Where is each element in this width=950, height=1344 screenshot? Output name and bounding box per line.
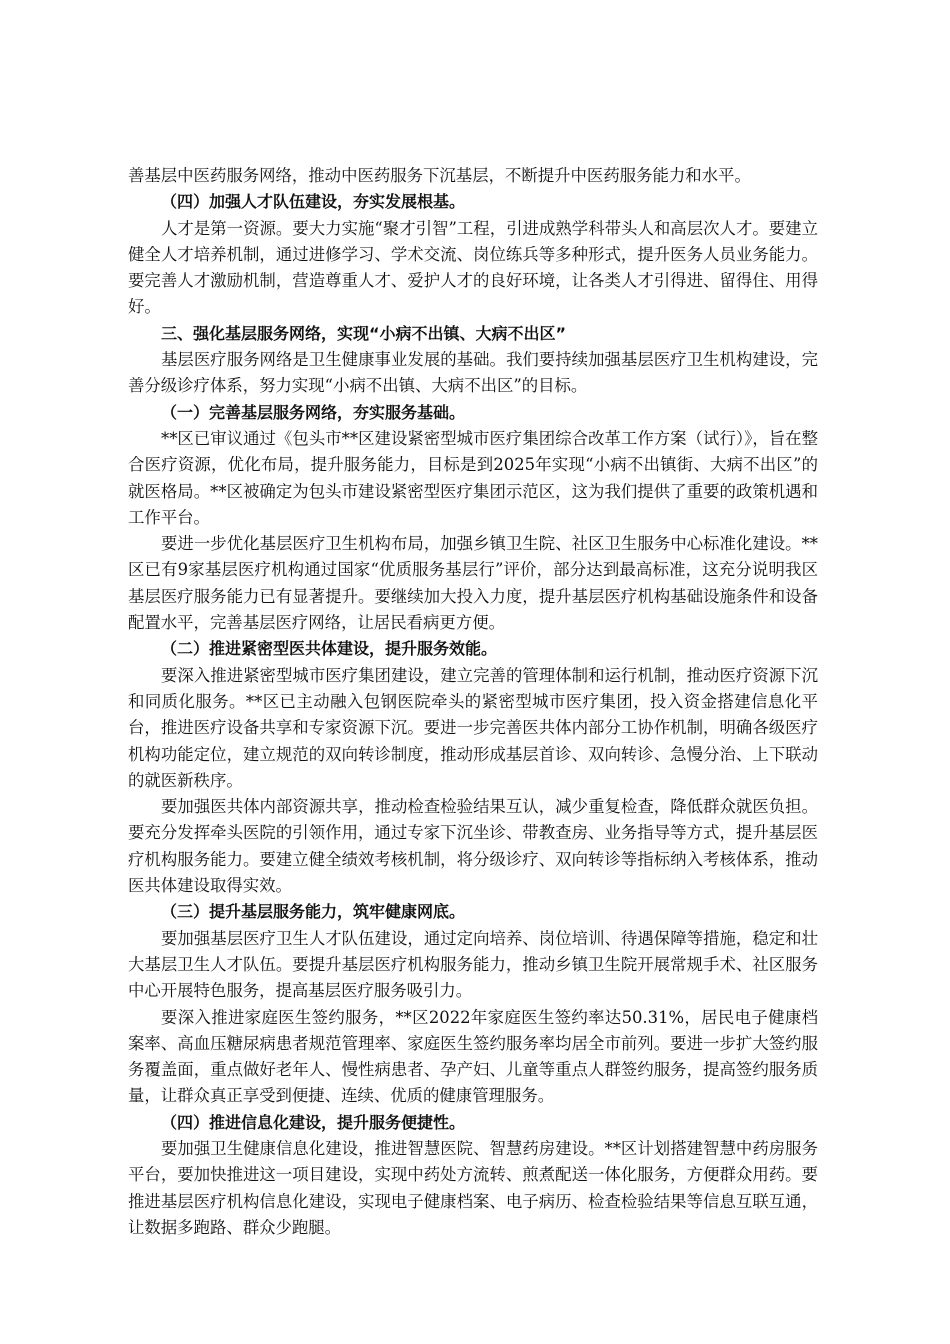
- document-body: [128, 163, 818, 1241]
- paragraph-staff: 要加强基层医疗卫生人才队伍建设，通过定向培养、岗位培训、待遇保障等措施，稳定和壮大基层卫生人才队伍。要提升基层医疗机构服务能力，推动乡镇卫生院开展常规手术、社区服务中心开展特色服务，提高基层医疗服务吸引力。: [128, 928, 818, 1001]
- paragraph-network-intro: 基层医疗服务网络是卫生健康事业发展的基础。我们要持续加强基层医疗卫生机构建设，完善分级诊疗体系，努力实现“小病不出镇、大病不出区”的目标。: [128, 350, 818, 396]
- section-heading-medical-alliance: （二）推进紧密型医共体建设，提升服务效能。: [161, 639, 498, 659]
- section-heading-talent: （四）加强人才队伍建设，夯实发展根基。: [161, 192, 466, 212]
- section-heading-capacity: （三）提升基层服务能力，筑牢健康网底。: [161, 902, 466, 922]
- paragraph-reform-plan: **区已审议通过《包头市**区建设紧密型城市医疗集团综合改革工作方案（试行）》，旨在整合医疗资源，优化布局，提升服务能力，目标是到2025年实现“小病不出镇街、大病不出区”的就医格局。**区被确定为包头市建设紧密型医疗集团示范区，这为我们提供了重要的政策机遇和工作平台。: [128, 428, 818, 527]
- paragraph-medical-group: 要深入推进紧密型城市医疗集团建设，建立完善的管理体制和运行机制，推动医疗资源下沉和同质化服务。**区已主动融入包钢医院牵头的紧密型城市医疗集团，投入资金搭建信息化平台，推进医疗设备共享和专家资源下沉。要进一步完善医共体内部分工协作机制，明确各级医疗机构功能定位，建立规范的双向转诊制度，推动形成基层首诊、双向转诊、急慢分治、上下联动的就医新秩序。: [128, 665, 818, 790]
- paragraph-talent: 人才是第一资源。要大力实施“聚才引智”工程，引进成熟学科带头人和高层次人才。要建立健全人才培养机制，通过进修学习、学术交流、岗位练兵等多种形式，提升医务人员业务能力。要完善人才激励机制，营造尊重人才、爱护人才的良好环境，让各类人才引得进、留得住、用得好。: [128, 218, 818, 317]
- paragraph-layout: 要进一步优化基层医疗卫生机构布局，加强乡镇卫生院、社区卫生服务中心标准化建设。**区已有9家基层医疗机构通过国家“优质服务基层行”评价，部分达到最高标准，这充分说明我区基层医疗服务能力已有显著提升。要继续加大投入力度，提升基层医疗机构基础设施条件和设备配置水平，完善基层医疗网络，让居民看病更方便。: [128, 534, 818, 633]
- paragraph-family-doctor: 要深入推进家庭医生签约服务，**区2022年家庭医生签约率达50.31%，居民电子健康档案率、高血压糖尿病患者规范管理率、家庭医生签约服务率均居全市前列。要进一步扩大签约服务覆盖面，重点做好老年人、慢性病患者、孕产妇、儿童等重点人群签约服务，提高签约服务质量，让群众真正享受到便捷、连续、优质的健康管理服务。: [128, 1007, 818, 1106]
- paragraph-resource-sharing: 要加强医共体内部资源共享，推动检查检验结果互认，减少重复检查，降低群众就医负担。要充分发挥牵头医院的引领作用，通过专家下沉坐诊、带教查房、业务指导等方式，提升基层医疗机构服务能力。要建立健全绩效考核机制，将分级诊疗、双向转诊等指标纳入考核体系，推动医共体建设取得实效。: [128, 797, 818, 896]
- paragraph-continuation: 善基层中医药服务网络，推动中医药服务下沉基层，不断提升中医药服务能力和水平。: [128, 166, 751, 185]
- paragraph-informatization: 要加强卫生健康信息化建设，推进智慧医院、智慧药房建设。**区计划搭建智慧中药房服务平台，要加快推进这一项目建设，实现中药处方流转、煎煮配送一体化服务，方便群众用药。要推进基层医疗机构信息化建设，实现电子健康档案、电子病历、检查检验结果等信息互联互通，让数据多跑路、群众少跑腿。: [128, 1138, 818, 1237]
- section-heading-network: （一）完善基层服务网络，夯实服务基础。: [161, 402, 466, 422]
- chapter-heading-three: 三、强化基层服务网络，实现“小病不出镇、大病不出区”: [161, 323, 567, 343]
- section-heading-informatization: （四）推进信息化建设，提升服务便捷性。: [161, 1112, 466, 1132]
